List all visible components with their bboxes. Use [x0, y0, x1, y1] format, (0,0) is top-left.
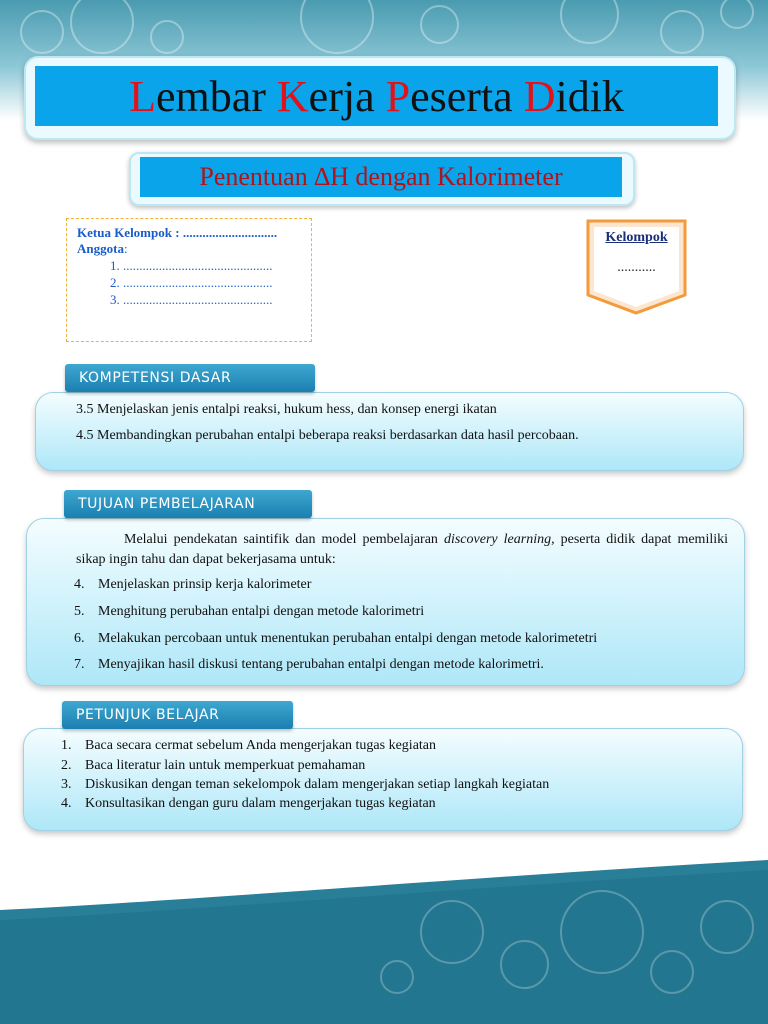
intro-text-end: , peserta didik dapat memiliki sikap ingin tahu dan dapat bekerjasama untuk: [76, 532, 729, 567]
group-info-box [66, 218, 312, 342]
title-cap-2: K [276, 71, 309, 121]
page-subtitle [140, 157, 622, 197]
bottom-banner [0, 860, 768, 1024]
page-title [35, 66, 718, 126]
item-number: 3. [61, 777, 72, 792]
item-text: Menyajikan hasil diskusi tentang perubahan entalpi dengan metode kalorimetri. [98, 657, 544, 672]
title-rest-1: embar [155, 71, 266, 121]
member-item[interactable]: 2. .............................................. [123, 274, 301, 291]
kelompok-value[interactable]: ........... [617, 260, 656, 275]
subtitle-cap: K [436, 162, 456, 191]
title-cap-4: D [523, 71, 556, 121]
member-item[interactable]: 3. .............................................. [123, 291, 301, 308]
item-text: Menjelaskan prinsip kerja kalorimeter [98, 577, 312, 592]
anggota-colon: : [123, 241, 128, 256]
petunjuk-item [61, 758, 365, 774]
member-item[interactable]: 1. .............................................. [123, 257, 301, 274]
petunjuk-item [61, 777, 549, 793]
kompetensi-heading: KOMPETENSI DASAR [65, 364, 315, 392]
item-number: 4. [74, 577, 85, 592]
delta-symbol: ∆ [314, 162, 331, 191]
item-number: 7. [74, 657, 85, 672]
item-text: Melakukan percobaan untuk menentukan perubahan entalpi dengan metode kalorimetetri [98, 631, 598, 646]
petunjuk-item [61, 738, 436, 754]
item-text: Baca literatur lain untuk memperkuat pemahaman [85, 758, 366, 773]
title-cap-1: L [129, 71, 156, 121]
member-list [77, 257, 301, 308]
title-cap-3: P [385, 71, 411, 121]
tujuan-heading: TUJUAN PEMBELAJARAN [64, 490, 312, 518]
item-number: 5. [74, 604, 85, 619]
anggota-label: Anggota [77, 241, 124, 256]
tujuan-item [74, 604, 424, 620]
item-number: 1. [61, 738, 72, 753]
petunjuk-heading: PETUNJUK BELAJAR [62, 701, 293, 729]
ketua-value[interactable]: ............................. [179, 225, 278, 240]
item-number: 2. [61, 758, 72, 773]
subtitle-pre: Penentuan [199, 162, 308, 191]
item-text: Diskusikan dengan teman sekelompok dalam mengerjakan setiap langkah kegiatan [85, 777, 550, 792]
tujuan-item [74, 577, 311, 593]
item-text: Menghitung perubahan entalpi dengan metode kalorimetri [98, 604, 425, 619]
title-rest-2: erja [308, 71, 375, 121]
intro-text: Melalui pendekatan saintifik dan model pembelajaran [124, 532, 444, 547]
title-rest-3: eserta [410, 71, 513, 121]
subtitle-rest: alorimeter [455, 162, 563, 191]
item-number: 6. [74, 631, 85, 646]
tujuan-item [74, 657, 544, 673]
subtitle-post: H dengan [330, 162, 431, 191]
tujuan-item [74, 631, 597, 647]
item-text: Konsultasikan dengan guru dalam mengerjakan tugas kegiatan [85, 796, 436, 811]
item-text: Baca secara cermat sebelum Anda mengerjakan tugas kegiatan [85, 738, 437, 753]
kompetensi-item: 3.5 Menjelaskan jenis entalpi reaksi, hukum hess, dan konsep energi ikatan [76, 402, 497, 417]
item-number: 4. [61, 796, 72, 811]
petunjuk-item [61, 796, 436, 812]
title-rest-4: idik [555, 71, 624, 121]
ketua-label: Ketua Kelompok : [77, 225, 180, 240]
kompetensi-item: 4.5 Membandingkan perubahan entalpi beberapa reaksi berdasarkan data hasil percobaan. [76, 428, 579, 443]
intro-emphasis: discovery learning [443, 532, 552, 547]
kelompok-label: Kelompok [605, 230, 668, 245]
tujuan-intro [76, 530, 728, 570]
